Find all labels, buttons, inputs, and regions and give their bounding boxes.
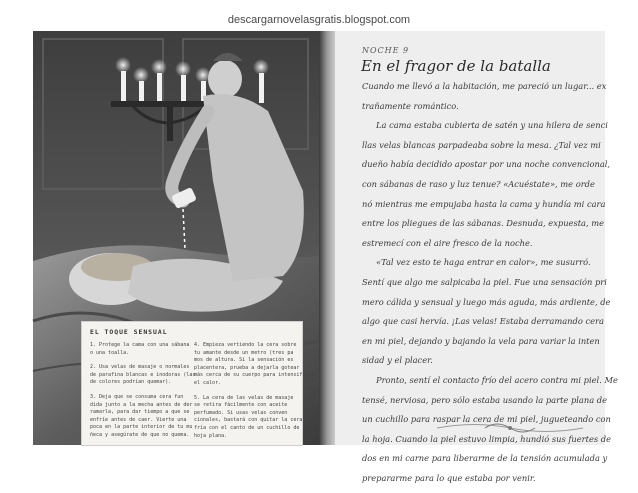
text-line: nó mientras me empujaba hasta la cama y hundía mi cara	[362, 198, 606, 209]
text-line: estremecí con el aire fresco de la noche.	[362, 237, 533, 248]
tips-title: EL TOQUE SENSUAL	[90, 328, 168, 336]
text-line: algo que casi hervía. ¡Las velas! Estaba derramando cera	[362, 316, 604, 327]
text-line: un cuchillo para raspar la cera de mi piel, jugueteando con	[362, 414, 611, 425]
site-header[interactable]: descargarnovelasgratis.blogspot.com	[227, 14, 411, 26]
sensual-tips-box	[82, 322, 315, 445]
tips-column-left	[90, 342, 196, 447]
tips-column-right	[194, 342, 315, 447]
text-line: llas velas blancas parpadeaba sobre la mesa. ¿Tal vez mi	[362, 139, 601, 150]
text-line: La cama estaba cubierta de satén y una hilera de senci	[376, 120, 608, 131]
book-spread	[33, 31, 618, 483]
text-line: dueño había decidido apostar por una noche convencional,	[362, 159, 611, 170]
right-page-text	[335, 31, 618, 483]
text-line: trañamente romántico.	[362, 100, 459, 111]
tip-item: 1. Protege la cama con una sábana o una toalla.	[90, 342, 190, 356]
text-line: Sentí que algo me salpicaba la piel. Fue una sensación pri	[362, 276, 607, 287]
text-line: «Tal vez esto te haga entrar en calor», me susurró.	[376, 257, 591, 268]
tip-item: 3. Deja que se consuma cera fun dida junto a la mecha antes de der ramarla, para dar tiempo a que se enfríe antes de caer. Vierte una poca en la parte interior de tu mu ñeca y asegúrate de que no quema.	[90, 393, 193, 438]
tip-item: 2. Usa velas de masaje o normales de parafina blancas e inodoras (las de colores podrían quemar).	[90, 364, 196, 386]
text-line: mero cálida y sensual y luego más aguda, más ardiente, de	[362, 296, 611, 307]
text-line: dos en mi carne para liberarme de la tensión acumulada y	[362, 453, 608, 464]
left-page-illustration	[33, 31, 321, 445]
text-line: prepararme para lo que estaba por venir.	[362, 472, 536, 483]
text-line: Cuando me llevó a la habitación, me pareció un lugar... ex	[362, 81, 607, 91]
flourish-ornament-icon	[435, 419, 585, 437]
text-line: entre los pliegues de las sábanas. Desnuda, expuesta, me	[362, 218, 605, 229]
text-line: tensé, nerviosa, pero sólo estaba usando la parte plana de	[362, 394, 608, 405]
text-line: sidad y el placer.	[362, 355, 433, 366]
text-line: con sábanas de raso y luz tenue? «Acuéstate», me orde	[362, 178, 595, 189]
text-line: la hoja. Cuando la piel estuvo limpia, hundió sus fuertes de	[362, 433, 611, 444]
chapter-number: NOCHE 9	[362, 46, 410, 55]
text-line: Pronto, sentí el contacto frío del acero contra mi piel. Me	[376, 374, 618, 385]
chapter-title: En el fragor de la batalla	[361, 57, 551, 75]
tip-item: 4. Empieza vertiendo la cera sobre tu amante desde un metro (tres pa mos de altura. Si la sensación es placentera, prueba a dejarla gotear más cerca de su cuerpo para intensificar el calor.	[194, 342, 315, 386]
text-line: en mi piel, dejando y bajando la vela para variar la inten	[362, 335, 600, 346]
tip-item: 5. La cera de las velas de masaje se retira fácilmente con aceite perfumado. Si usas velas conven cionales, bastará con quitar la cera fría con el canto de un cuchillo de hoja plana.	[194, 394, 303, 439]
